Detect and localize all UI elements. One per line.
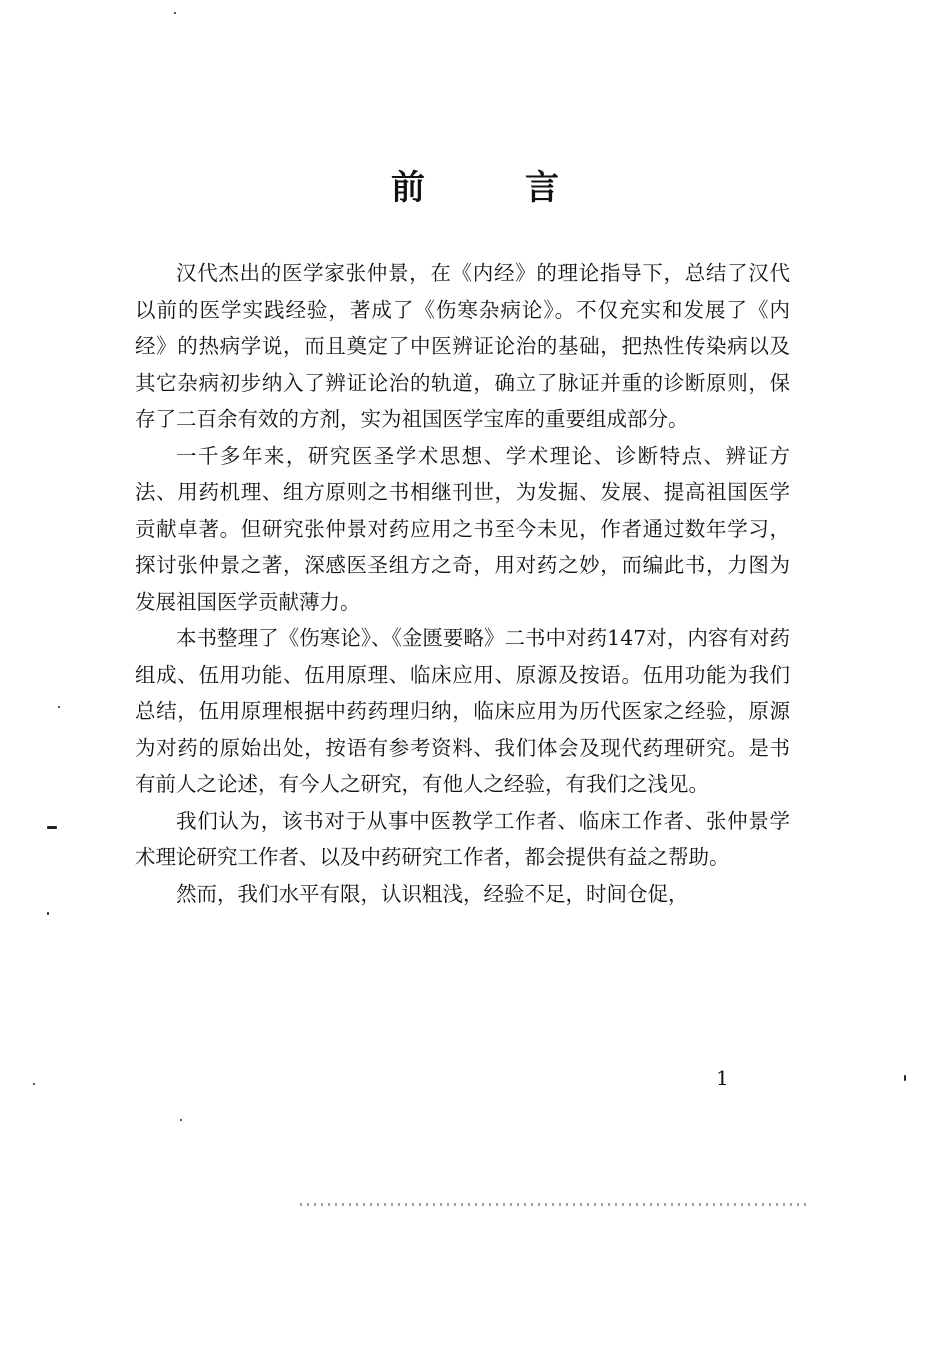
scan-speck	[58, 706, 60, 708]
preface-body	[135, 255, 790, 912]
paragraph-1: 汉代杰出的医学家张仲景，在《内经》的理论指导下，总结了汉代以前的医学实践经验，著成了《伤寒杂病论》。不仅充实和发展了《内经》的热病学说，而且奠定了中医辨证论治的基础，把热性传染病以及其它杂病初步纳入了辨证论治的轨道，确立了脉证并重的诊断原则，保存了二百余有效的方剂，实为祖国医学宝库的重要组成部分。	[135, 261, 790, 431]
paragraph-4: 我们认为，该书对于从事中医教学工作者、临床工作者、张仲景学术理论研究工作者、以及中药研究工作者，都会提供有益之帮助。	[135, 808, 790, 869]
title-char-1: 前	[391, 168, 425, 208]
scan-speck	[47, 826, 57, 829]
scan-speck	[174, 12, 176, 14]
paragraph-5: 然而，我们水平有限，认识粗浅，经验不足，时间仓促，	[176, 881, 689, 906]
scan-speck	[33, 1083, 35, 1085]
paragraph-3: 本书整理了《伤寒论》、《金匮要略》二书中对药147对，内容有对药组成、伍用功能、伍用原理、临床应用、原源及按语。伍用功能为我们总结，伍用原理根据中药药理归纳，临床应用为历代医家之经验，原源为对药的原始出处，按语有参考资料、我们体会及现代药理研究。是书有前人之论述，有今人之研究，有他人之经验，有我们之浅见。	[135, 626, 790, 796]
scan-speck	[904, 1075, 906, 1081]
scan-speck	[180, 1119, 182, 1121]
scan-speck	[47, 912, 49, 915]
paragraph-2: 一千多年来，研究医圣学术思想、学术理论、诊断特点、辨证方法、用药机理、组方原则之书相继刊世，为发掘、发展、提高祖国医学贡献卓著。但研究张仲景对药应用之书至今未见，作者通过数年学习，探讨张仲景之著，深感医圣组方之奇，用对药之妙，而编此书，力图为发展祖国医学贡献薄力。	[135, 443, 790, 614]
scan-noise-line	[300, 1203, 810, 1206]
page-title	[0, 160, 950, 209]
page-number: 1	[716, 1066, 729, 1090]
title-char-2: 言	[525, 168, 559, 208]
